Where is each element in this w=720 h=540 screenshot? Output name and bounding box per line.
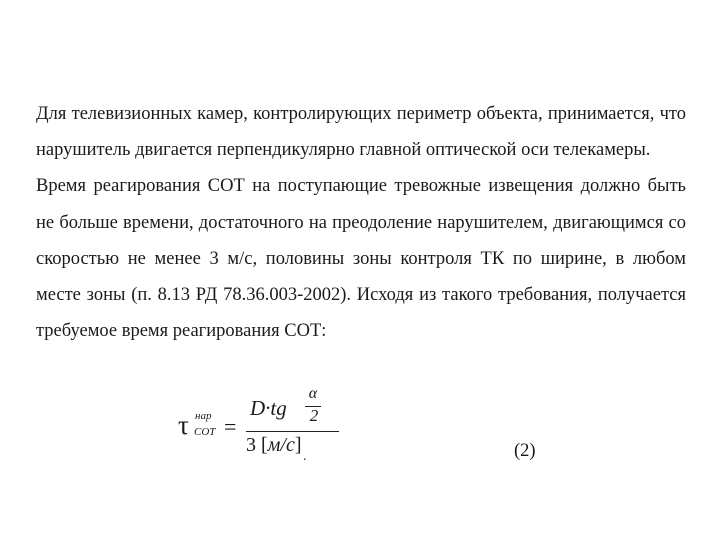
equation-number: (2) bbox=[514, 441, 536, 461]
formula-superscript: нар bbox=[195, 410, 212, 422]
formula-denominator-open: [ bbox=[261, 434, 268, 456]
formula bbox=[178, 386, 338, 466]
formula-denominator-close: ] bbox=[294, 434, 302, 456]
formula-trailing-dot: . bbox=[303, 449, 307, 464]
paragraph-1: Для телевизионных камер, контролирующих периметр объекта, принимается, что нарушитель двигается перпендикулярно главной оптической оси телекамеры. bbox=[36, 104, 686, 161]
paragraph-2: Время реагирования СОТ на поступающие тревожные извещения должно быть не больше времени, достаточного на преодоление нарушителем, двигающимся со скоростью не менее 3 м/с, половины зоны контроля ТК по ширине, в любом месте зоны (п. 8.13 РД 78.36.003-2002). Исходя из такого требования, получается требуемое время реагирования СОТ: bbox=[36, 176, 686, 342]
formula-two: 2 bbox=[309, 406, 319, 425]
formula-equals: = bbox=[224, 414, 237, 439]
formula-numerator bbox=[246, 385, 338, 428]
formula-alpha: α bbox=[308, 385, 318, 402]
formula-fraction-bar bbox=[246, 431, 339, 432]
formula-subscript: СОТ bbox=[194, 426, 216, 438]
formula-denominator-unit: м/с bbox=[267, 434, 295, 456]
formula-denominator bbox=[246, 434, 342, 457]
body-text bbox=[36, 96, 686, 349]
formula-tau: τ bbox=[178, 410, 189, 440]
formula-numerator-text: D·tg bbox=[250, 396, 287, 420]
formula-denominator-number: 3 bbox=[246, 434, 256, 456]
